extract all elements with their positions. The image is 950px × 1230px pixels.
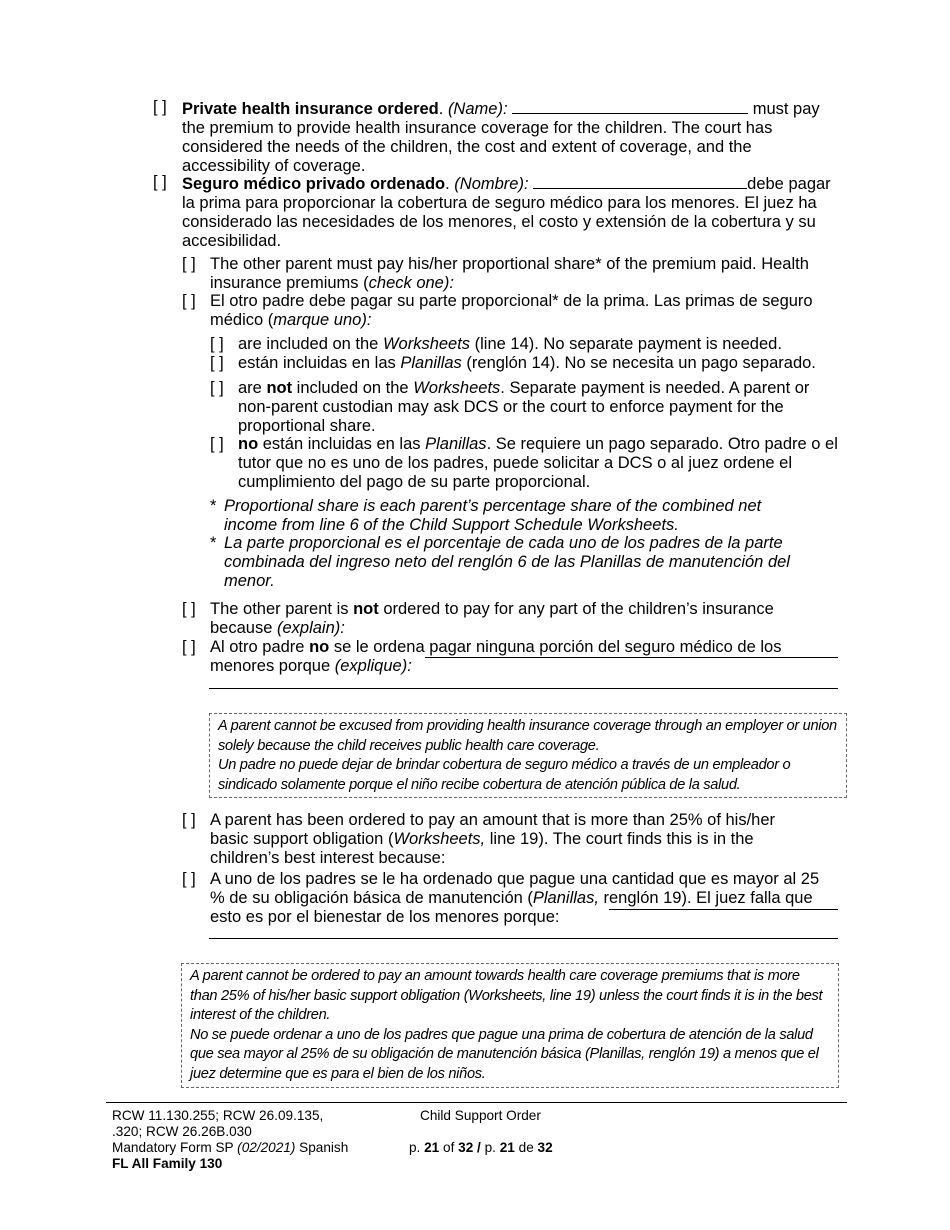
footer-page-number: [409, 1140, 553, 1156]
text: p.: [484, 1140, 500, 1155]
note-text-en: A parent cannot be ordered to pay an amount towards health care coverage premiums that is more than 25% of his/her basic support obligation (Worksheets, line 19) unless the court finds it is in the best interest of the children.: [190, 968, 823, 1023]
name-field[interactable]: [512, 98, 748, 114]
text: Al otro padre: [210, 638, 310, 656]
text: p.: [409, 1140, 425, 1155]
private-insurance-heading: Private health insurance ordered: [182, 100, 439, 118]
other-parent-share-text: [210, 255, 840, 293]
text: ordered to pay for any part of the children’s insurance because: [210, 600, 774, 637]
text-italic: (explain):: [276, 619, 345, 637]
note-health-insurance-coverage: [209, 713, 847, 798]
nombre-field[interactable]: [533, 173, 747, 189]
not-ordered-insurance-text: [210, 600, 810, 638]
no-incluidas-planillas-text: [238, 435, 838, 492]
not-included-worksheets-text: [238, 379, 838, 436]
text: Spanish: [295, 1140, 349, 1155]
footer-divider: [106, 1102, 847, 1103]
text-italic: check one):: [368, 274, 454, 292]
footer-form: [112, 1140, 402, 1156]
seguro-privado-text: pagar la prima para proporcionar la cobertura de seguro médico para los menores. El juez ha considerado las necesidades de los menores, el costo y extensión de la cobertura y su accesibilidad.: [182, 175, 831, 250]
otro-padre-parte-text: [210, 292, 840, 330]
footnote-star: *: [210, 497, 217, 515]
name-label: (Name):: [447, 100, 508, 118]
text: are included on the: [238, 335, 383, 353]
included-worksheets-text: [238, 335, 848, 354]
text: (line 14). No separate payment is needed.: [470, 335, 782, 353]
text-italic: marque uno):: [273, 311, 372, 329]
footer-rcw-1: RCW 11.130.255; RCW 26.09.135,: [112, 1108, 324, 1123]
text-bold: not: [266, 379, 293, 397]
punct: .: [445, 175, 455, 193]
footnote-proportional-share: Proportional share is each parent’s percentage share of the combined net income from line 6 of the Child Support Schedule Worksheets.: [224, 497, 762, 534]
text-italic: Worksheets,: [393, 830, 486, 848]
private-insurance-paragraph: [182, 98, 842, 176]
incluidas-planillas-text: [238, 354, 848, 373]
punct: .: [438, 100, 448, 118]
nombre-label: (Nombre):: [454, 175, 529, 193]
private-insurance-text: the premium to provide health insurance coverage for the children. The court has considered the needs of the children, the cost and extent of coverage, and the accessibility of coverage.: [182, 119, 773, 175]
text-italic: Planillas,: [532, 889, 599, 907]
checkbox-other-parent-share[interactable]: [ ]: [182, 255, 196, 273]
text: se le ordena pagar ninguna porción del seguro médico de los menores porque: [210, 638, 782, 675]
text-bold: no: [238, 435, 259, 453]
text: renglón 19). El juez falla que esto es por el bienestar de los menores porque:: [210, 889, 813, 926]
checkbox-otro-padre-parte[interactable]: [ ]: [182, 292, 196, 310]
text: included on the: [292, 379, 414, 397]
text: The other parent must pay his/her proportional share* of the premium paid. Health insurance premiums (: [210, 255, 809, 292]
text: /: [473, 1140, 485, 1155]
checkbox-not-included-worksheets[interactable]: [ ]: [210, 379, 224, 397]
explain-field-line-2[interactable]: [209, 688, 838, 689]
page-num: 21: [499, 1140, 515, 1155]
text-italic: Planillas: [425, 435, 487, 453]
text: line 19). The court finds this is in the children’s best interest because:: [210, 830, 754, 867]
footer-form-code: FL All Family 130: [112, 1156, 223, 1171]
text: A uno de los padres se le ha ordenado que pague una cantidad que es mayor al 25 % de su obligación básica de manutención (: [210, 870, 820, 907]
checkbox-private-insurance[interactable]: [ ]: [153, 98, 167, 116]
note-text-es: No se puede ordenar a uno de los padres que pague una prima de cobertura de atención de la salud que sea mayor al 25% de su obligación de manutención básica (Planillas, renglón 19) a menos que el juez determine que es para el bien de los niños.: [190, 1026, 819, 1082]
checkbox-not-ordered-insurance[interactable]: [ ]: [182, 600, 196, 618]
text: . Se requiere un pago separado. Otro padre o el tutor que no es uno de los padres, puede solicitar a DCS o al juez ordene el cumplimiento del pago de su parte proporcional.: [238, 435, 838, 491]
debe-text: debe: [747, 175, 784, 193]
checkbox-more-than-25[interactable]: [ ]: [182, 811, 196, 829]
checkbox-mayor-25[interactable]: [ ]: [182, 870, 196, 888]
checkbox-no-ordena-seguro[interactable]: [ ]: [182, 638, 196, 656]
note-25-percent: [181, 963, 839, 1088]
text-italic: Planillas: [400, 354, 462, 372]
text: . Separate payment is needed. A parent or non-parent custodian may ask DCS or the court to enforce payment for the proportional share.: [238, 379, 810, 435]
text: de: [514, 1140, 538, 1155]
checkbox-no-incluidas-planillas[interactable]: [ ]: [210, 435, 224, 453]
must-pay-text: must pay: [748, 100, 820, 118]
note-text-es: Un padre no puede dejar de brindar cobertura de seguro médico a través de un empleador o sindicado solamente porque el niño recibe cobertura de atención pública de la salud.: [218, 757, 791, 793]
text-italic: Worksheets: [382, 335, 471, 353]
seguro-privado-heading: Seguro médico privado ordenado: [182, 175, 446, 193]
text: (renglón 14). No se necesita un pago separado.: [461, 354, 816, 372]
text: El otro padre debe pagar su parte proporcional* de la prima. Las primas de seguro médico (: [210, 292, 813, 329]
footer-title: Child Support Order: [420, 1108, 541, 1123]
text: A parent has been ordered to pay an amount that is more than 25% of his/her basic support obligation (: [210, 811, 776, 848]
text-bold: no: [309, 638, 330, 656]
porque-field[interactable]: [609, 909, 838, 910]
text: The other parent is: [210, 600, 354, 618]
because-field-line-2[interactable]: [209, 938, 838, 939]
text-bold: not: [353, 600, 379, 618]
explique-field[interactable]: [425, 657, 838, 658]
text-italic: Worksheets: [413, 379, 501, 397]
more-than-25-text: [210, 811, 810, 868]
text-italic: (02/2021): [237, 1140, 296, 1155]
checkbox-included-worksheets[interactable]: [ ]: [210, 335, 224, 353]
text: are: [238, 379, 267, 397]
page-total: 32: [458, 1140, 474, 1155]
checkbox-incluidas-planillas[interactable]: [ ]: [210, 354, 224, 372]
page-total: 32: [537, 1140, 553, 1155]
checkbox-seguro-privado[interactable]: [ ]: [153, 173, 167, 191]
text: Mandatory Form SP: [112, 1140, 238, 1155]
text: están incluidas en las: [258, 435, 426, 453]
mayor-25-text: [210, 870, 830, 927]
footnote-parte-proporcional: La parte proporcional es el porcentaje de cada uno de los padres de la parte combinada del ingreso neto del renglón 6 de las Planillas de manutención del menor.: [224, 534, 790, 590]
page-num: 21: [424, 1140, 440, 1155]
text: of: [439, 1140, 459, 1155]
text: están incluidas en las: [238, 354, 401, 372]
footer-left: [112, 1108, 402, 1172]
seguro-privado-paragraph: [182, 173, 842, 251]
text-italic: (explique):: [334, 657, 412, 675]
footer-rcw-2: .320; RCW 26.26B.030: [112, 1124, 252, 1139]
footnote-star-es: *: [210, 534, 217, 552]
note-text-en: A parent cannot be excused from providing health insurance coverage through an employer or union solely because the child receives public health care coverage.: [218, 718, 837, 754]
